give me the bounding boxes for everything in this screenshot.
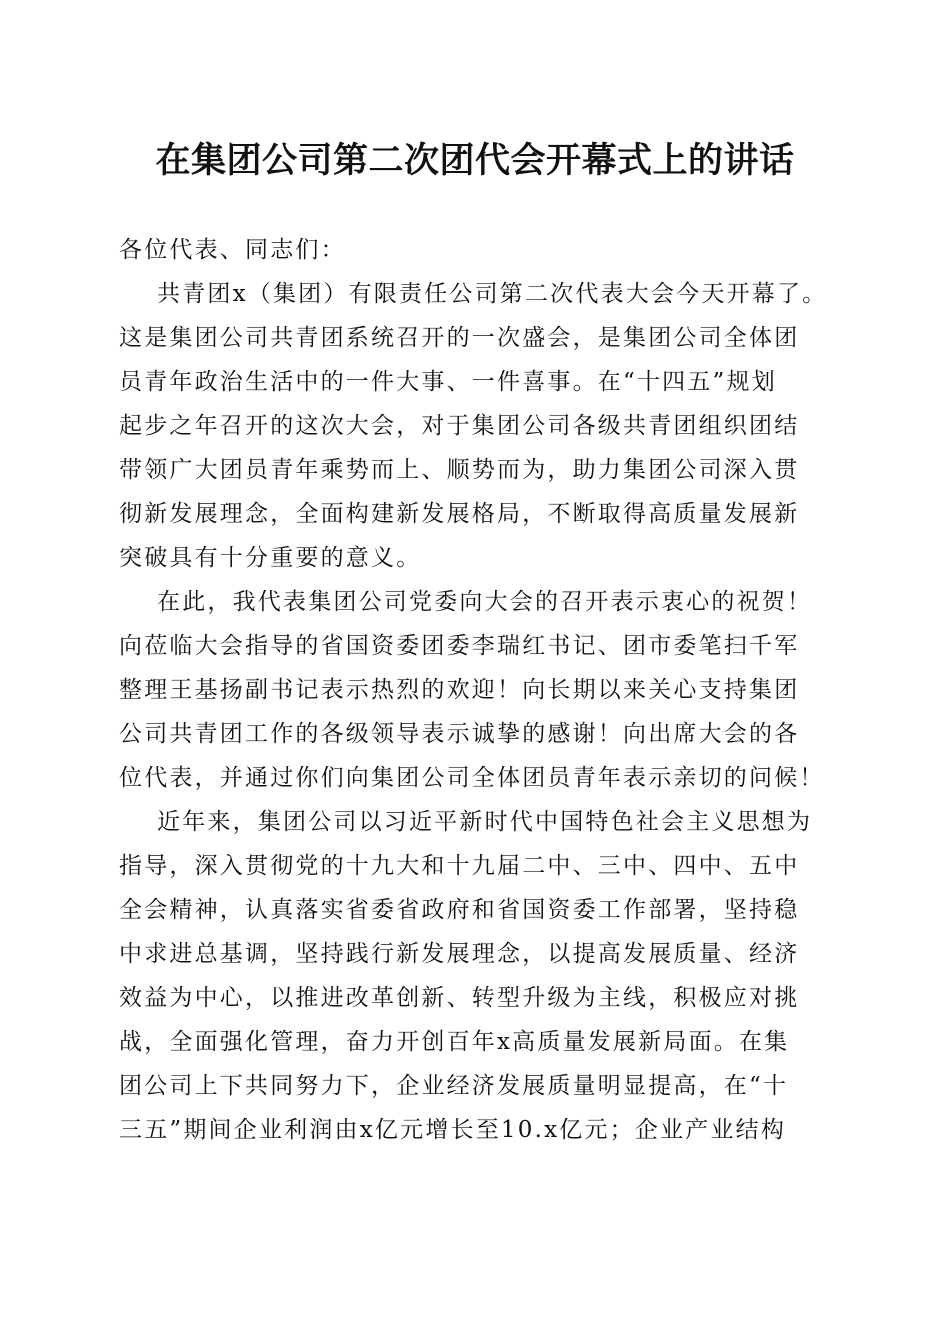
paragraph-line: 战，全面强化管理，奋力开创百年x高质量发展新局面。在集 xyxy=(119,1029,790,1055)
paragraph-line: 中求进总基调，坚持践行新发展理念，以提高发展质量、经济 xyxy=(119,941,800,967)
paragraph-line: 向莅临大会指导的省国资委团委李瑞红书记、团市委笔扫千军 xyxy=(119,633,800,659)
paragraph-line: 整理王基扬副书记表示热烈的欢迎！向长期以来关心支持集团 xyxy=(119,677,800,703)
paragraph-line: 效益为中心，以推进改革创新、转型升级为主线，积极应对挑 xyxy=(119,985,800,1011)
paragraph-line: 带领广大团员青年乘势而上、顺势而为，助力集团公司深入贯 xyxy=(119,457,800,483)
paragraph-line: 突破具有十分重要的意义。 xyxy=(119,545,422,571)
paragraph-line: 三五”期间企业利润由x亿元增长至10.x亿元；企业产业结构 xyxy=(119,1117,787,1143)
paragraph-line: 员青年政治生活中的一件大事、一件喜事。在“十四五”规划 xyxy=(119,369,777,395)
paragraph-line: 全会精神，认真落实省委省政府和省国资委工作部署，坚持稳 xyxy=(119,897,800,923)
paragraph-line: 彻新发展理念，全面构建新发展格局，不断取得高质量发展新 xyxy=(119,501,800,527)
document-body xyxy=(119,228,831,1152)
salutation: 各位代表、同志们： xyxy=(119,237,346,263)
paragraph-line: 共青团x（集团）有限责任公司第二次代表大会今天开幕了。 xyxy=(157,281,828,307)
page-title: 在集团公司第二次团代会开幕式上的讲话 xyxy=(155,140,795,181)
paragraph-line: 起步之年召开的这次大会，对于集团公司各级共青团组织团结 xyxy=(119,413,800,439)
paragraph-line: 近年来，集团公司以习近平新时代中国特色社会主义思想为 xyxy=(157,809,813,835)
paragraph-line: 在此，我代表集团公司党委向大会的召开表示衷心的祝贺！ xyxy=(157,589,813,615)
paragraph-line: 指导，深入贯彻党的十九大和十九届二中、三中、四中、五中 xyxy=(119,853,800,879)
paragraph-line: 公司共青团工作的各级领导表示诚挚的感谢！向出席大会的各 xyxy=(119,721,800,747)
paragraph-line: 团公司上下共同努力下，企业经济发展质量明显提高，在“十 xyxy=(119,1073,789,1099)
paragraph-line: 这是集团公司共青团系统召开的一次盛会，是集团公司全体团 xyxy=(119,325,800,351)
paragraph-line: 位代表，并通过你们向集团公司全体团员青年表示亲切的问候！ xyxy=(119,765,825,791)
